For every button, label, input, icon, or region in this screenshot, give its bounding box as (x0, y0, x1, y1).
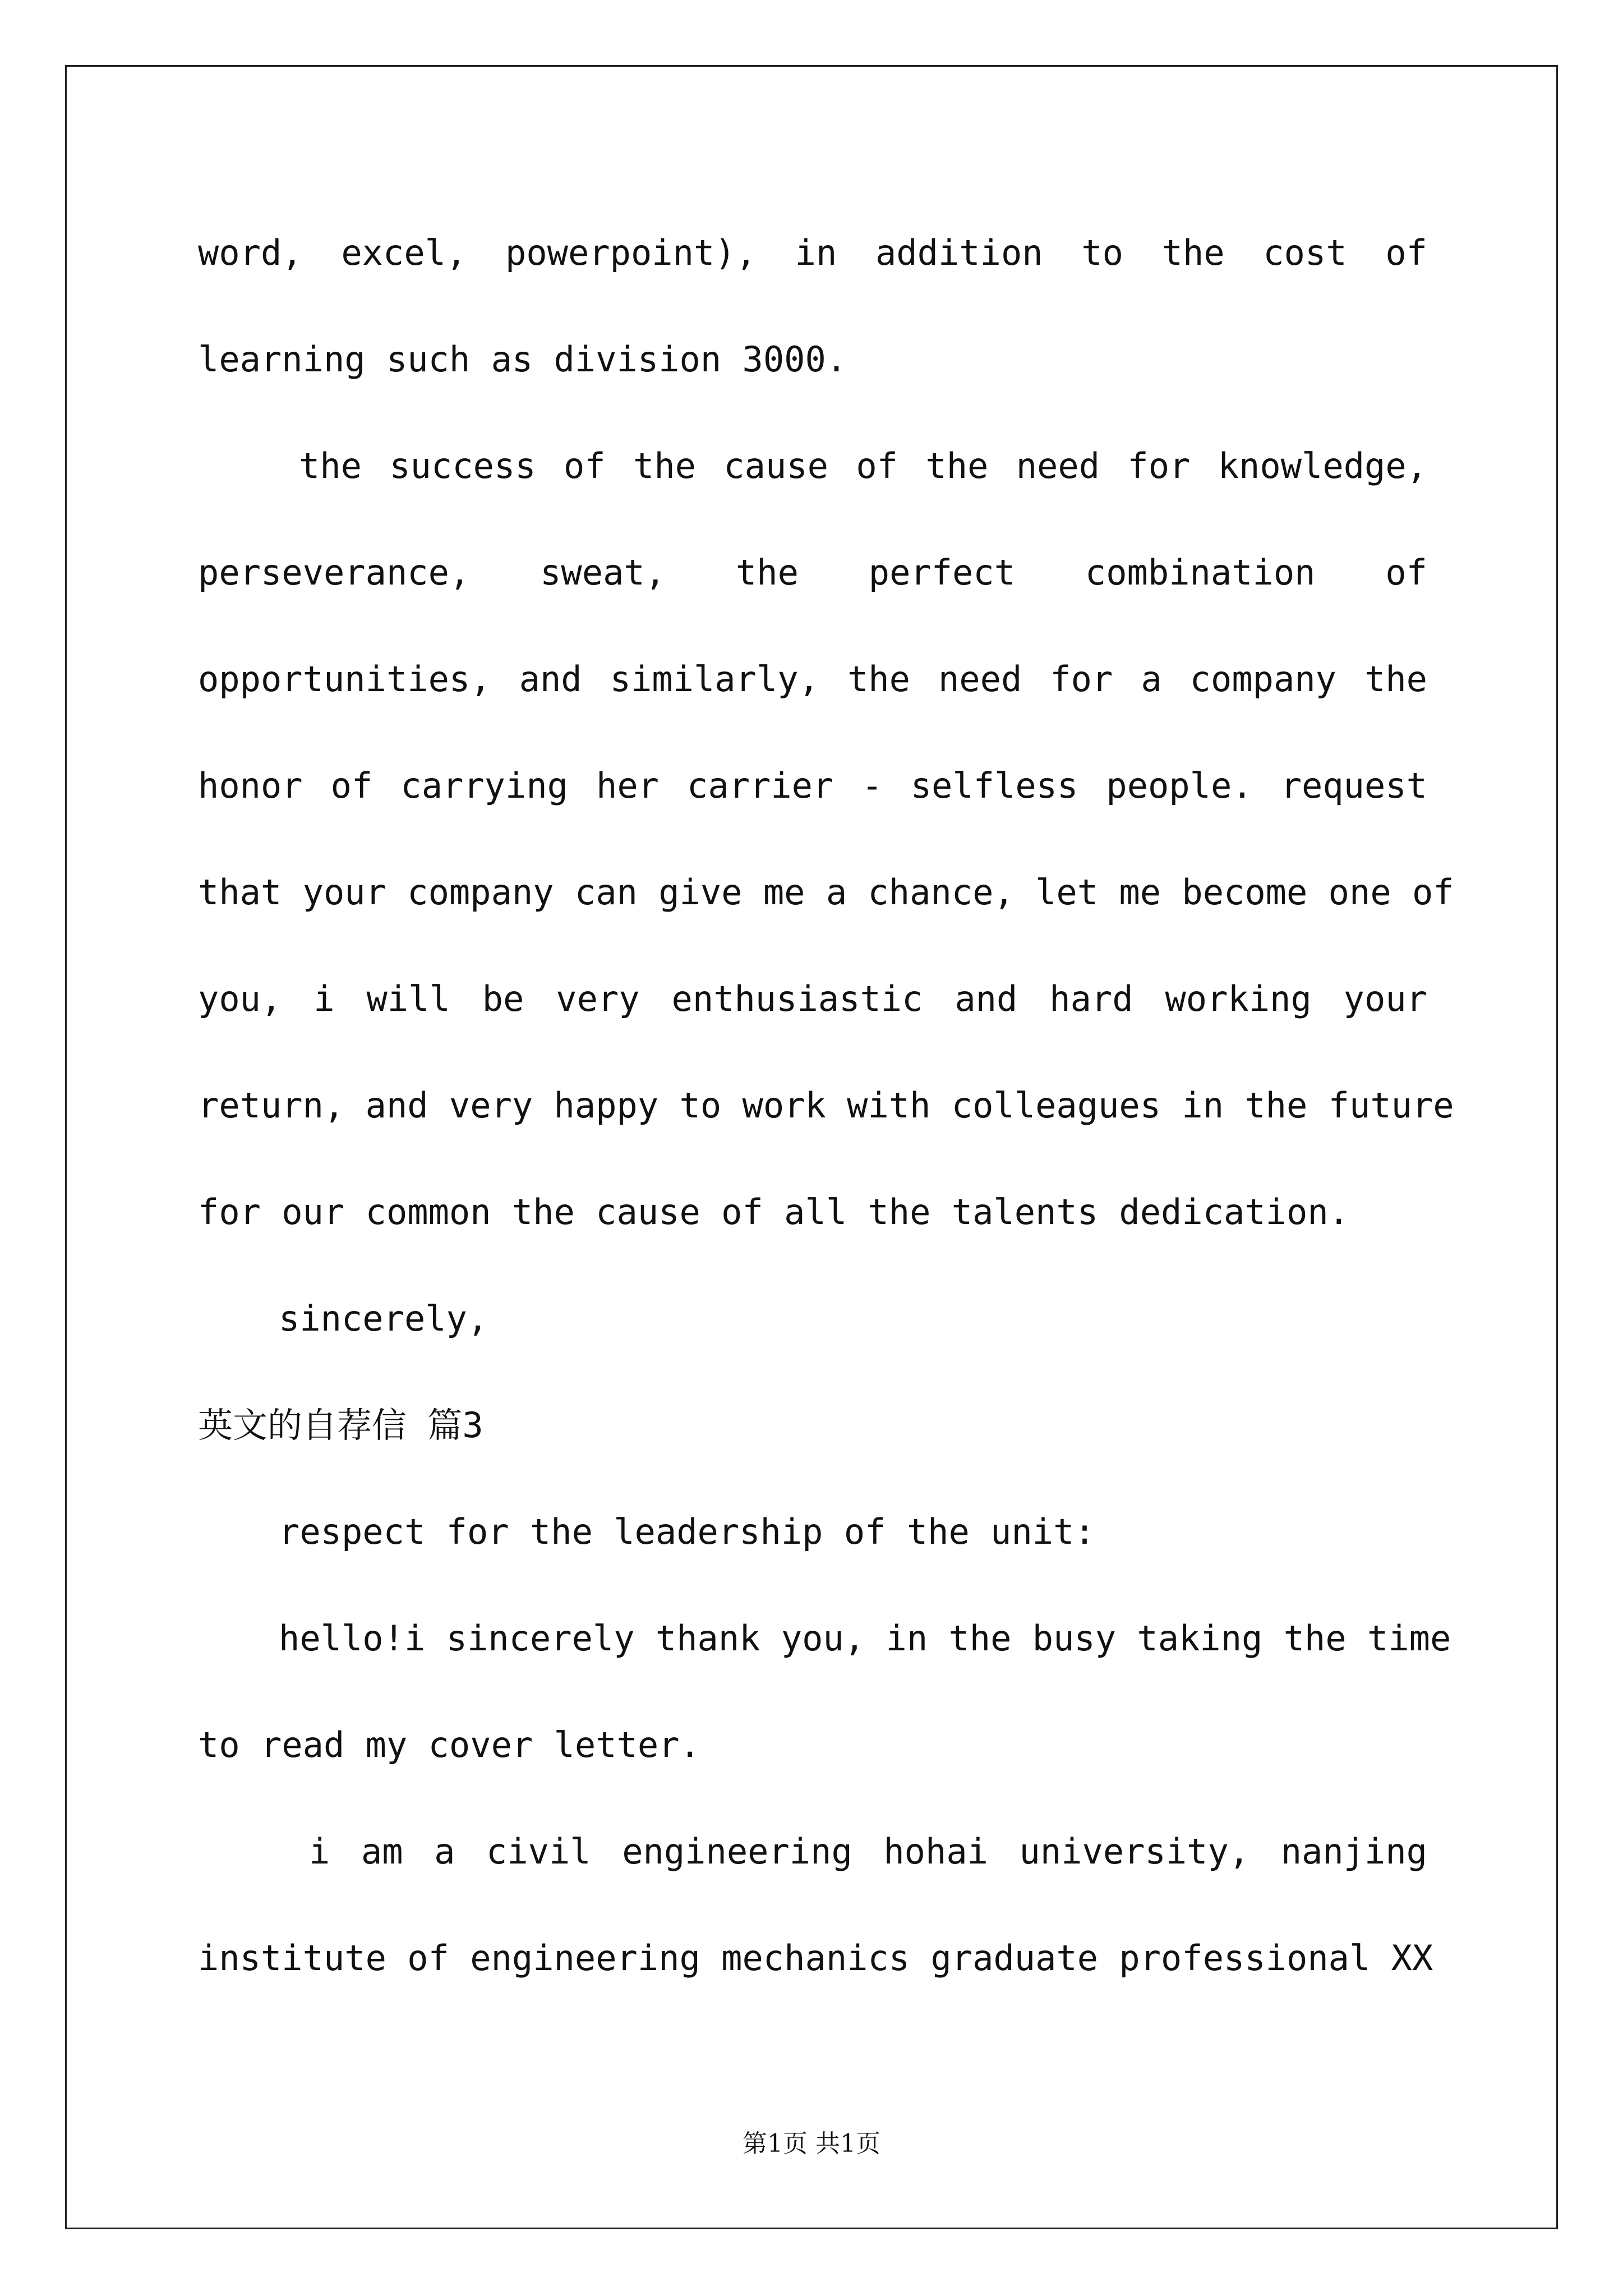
body-line: learning such as division 3000. (198, 339, 847, 380)
body-line: you, i will be very enthusiastic and hard working your (198, 978, 1427, 1019)
body-line: opportunities, and similarly, the need for a company the (198, 659, 1427, 700)
closing-line: sincerely, (279, 1298, 488, 1339)
body-line: perseverance, sweat, the perfect combination of (198, 552, 1427, 593)
section-heading: 英文的自荐信 篇3 (198, 1405, 483, 1446)
body-line: word, excel, powerpoint), in addition to the cost of (198, 232, 1427, 273)
body-line: institute of engineering mechanics graduate professional XX (198, 1938, 1433, 1978)
body-line: for our common the cause of all the talents dedication. (198, 1191, 1349, 1232)
body-line: to read my cover letter. (198, 1724, 700, 1765)
body-line: return, and very happy to work with colleagues in the future (198, 1085, 1454, 1126)
document-body (198, 200, 1454, 2012)
body-line: i am a civil engineering hohai university, nanjing (309, 1831, 1427, 1872)
body-line: hello!i sincerely thank you, in the busy taking the time (279, 1618, 1451, 1659)
salutation-line: respect for the leadership of the unit: (279, 1511, 1095, 1552)
page-number-footer: 第1页 共1页 (743, 2129, 880, 2158)
body-line: honor of carrying her carrier - selfless people. request (198, 765, 1427, 806)
body-line: that your company can give me a chance, let me become one of (198, 872, 1454, 913)
body-line: the success of the cause of the need for knowledge, (299, 445, 1427, 486)
